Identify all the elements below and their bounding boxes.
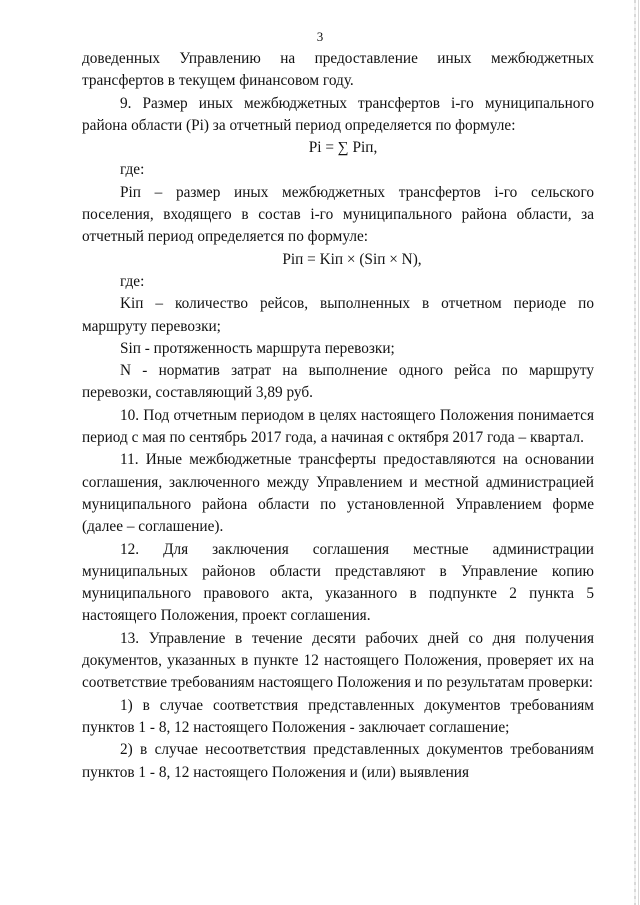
paragraph-continuation: доведенных Управлению на предоставление иных межбюджетных трансфертов в текущем финансовом году. [82,50,594,90]
formula-pi: Pi = ∑ Piп, [308,139,378,157]
paragraph-sip-definition: Siп - протяженность маршрута перевозки; [120,339,395,357]
paragraph-item-12: 12. Для заключения соглашения местные администрации муниципальных районов области представляют в Управление копию муниципального правового акта, указанного в подпункте 2 пункта 5 настоящего Положения, проект соглашения. [82,540,594,625]
paragraph-pip-definition: Piп – размер иных межбюджетных трансфертов i-го сельского поселения, входящего в состав i-го муниципального района области, за отчетный период определяется по формуле: [82,183,594,246]
where-label: где: [120,272,145,290]
paragraph-item-11: 11. Иные межбюджетные трансферты предоставляются на основании соглашения, заключенного между Управлением и местной администрацией муниципального района области по установленной Управлением форме (далее – соглашение). [82,451,594,536]
paragraph-item-9: 9. Размер иных межбюджетных трансфертов i-го муниципального района области (Pi) за отчетный период определяется по формуле: [82,94,594,134]
paragraph-item-10: 10. Под отчетным периодом в целях настоящего Положения понимается период с мая по сентябрь 2017 года, а начиная с октября 2017 года – квартал. [82,406,594,447]
scan-edge-shadow [634,0,636,905]
paragraph-subitem-2: 2) в случае несоответствия представленных документов требованиям пунктов 1 - 8, 12 настоящего Положения и (или) выявления [82,741,594,781]
paragraph-subitem-1: 1) в случае соответствия представленных документов требованиям пунктов 1 - 8, 12 настоящего Положения - заключает соглашение; [82,696,594,736]
formula-pip: Piп = Kiп × (Siп × N), [282,250,422,268]
where-label: где: [120,161,145,179]
paragraph-kip-definition: Kiп – количество рейсов, выполненных в отчетном периоде по маршруту перевозки; [82,295,594,335]
paragraph-n-definition: N - норматив затрат на выполнение одного рейса по маршруту перевозки, составляющий 3,89 руб. [82,362,594,402]
page-number: 3 [316,29,324,44]
scan-edge-line [638,0,639,905]
document-body [82,48,594,784]
paragraph-item-13: 13. Управление в течение десяти рабочих дней со дня получения документов, указанных в пункте 12 настоящего Положения, проверяет их на соответствие требованиям настоящего Положения и по результатам проверки: [82,629,594,692]
